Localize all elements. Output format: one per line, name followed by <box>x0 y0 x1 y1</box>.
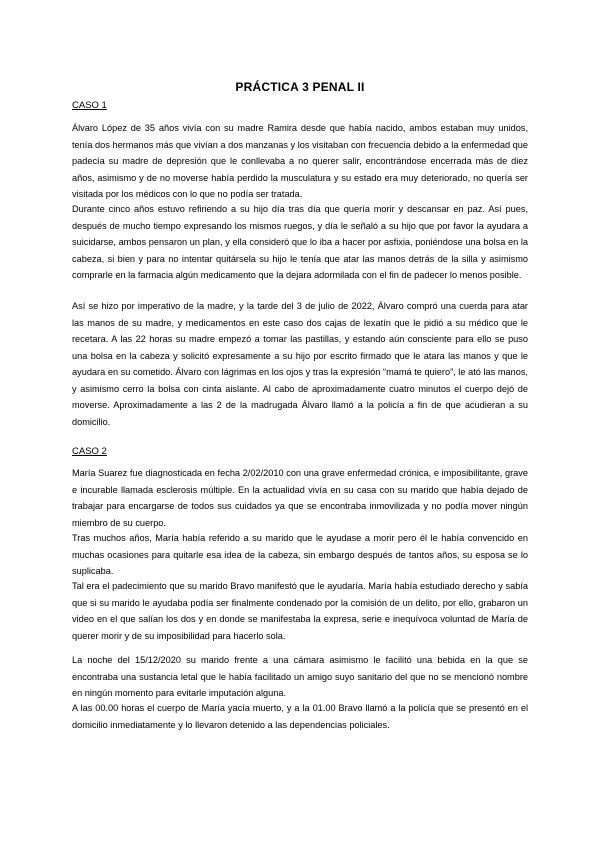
case-1-paragraph-1: Álvaro López de 35 años vivía con su madre Ramira desde que había nacido, ambos estaban muy unidos, tenía dos hermanos más que vivían a dos manzanas y los visitaban con frecuencia debido a la enfermedad que padecía su madre de depresión que le conllevaba a no querer salir, encontrándose encerrada más de diez años, asimismo y de no moverse había perdido la musculatura y su estado era muy deteriorado, no quería ser visitada por los médicos con lo que no podía ser tratada. <box>72 123 528 199</box>
case-2-paragraph-5: A las 00.00 horas el cuerpo de María yacía muerto, y a la 01.00 Bravo llamó a la policía que se presentó en el domicilio inmediatamente y lo llevaron detenido a las dependencias policiales. <box>72 703 528 730</box>
case-1-paragraph-3: Así se hizo por imperativo de la madre, y la tarde del 3 de julio de 2022, Álvaro compró una cuerda para atar las manos de su madre, y medicamentos en este caso dos cajas de lexatín que le pidió a su médico que le recetara. A las 22 horas su madre empezó a tomar las pastillas, y estando aún consciente para ello se puso una bolsa en la cabeza y solicitó expresamente a su hijo por escrito firmado que le atara las manos y que le ayudara en su cometido. Álvaro con lágrimas en los ojos y tras la expresión “mamá te quiero”, le ató las manos, y asimismo cerro la bolsa con cinta aislante. Al cabo de aproximadamente cuatro minutos el cuerpo dejó de moverse. Aproximadamente a las 2 de la madrugada Álvaro llamó a la policía a fin de que acudieran a su domicilio. <box>72 301 528 427</box>
case-2-paragraph-4: La noche del 15/12/2020 su marido frente a una cámara asimismo le facilitó una bebida en la que se encontraba una sustancia letal que le había facilitado un amigo suyo sanitario del que no se mencionó nombre en ningún momento para evitarle imputación alguna. <box>72 655 528 698</box>
case-2-paragraph-3: Tal era el padecimiento que su marido Bravo manifestó que le ayudaría. María había estudiado derecho y sabía que si su marido le ayudaba podía ser finalmente condenado por la comisión de un delito, por ello, grabaron un video en el que salían los dos y en donde se manifestaba la expresa, serie e inequívoca voluntad de María de querer morir y de su imposibilidad para hacerlo sola. <box>72 581 528 641</box>
case-2-paragraph-1: María Suarez fue diagnosticada en fecha 2/02/2010 con una grave enfermedad crónica, e imposibilitante, grave e incurable llamada esclerosis múltiple. En la actualidad vivía en su casa con su marido que había dejado de trabajar para encargarse de todos sus cuidados ya que se encontraba inmovilizada y no podía mover ningún miembro de su cuerpo. <box>72 468 528 528</box>
case-2-heading: CASO 2 <box>72 446 107 457</box>
case-1-paragraph-2: Durante cinco años estuvo refiriendo a su hijo día tras día que quería morir y descansar en paz. Así pues, después de mucho tiempo expresando los mismos ruegos, y día le señaló a su hijo que por favor la ayudara a suicidarse, ambos pensaron un plan, y ella consideró que lo iba a hacer por asfixia, poniéndose una bolsa en la cabeza, si bien y para no intentar quitársela su hijo le tenía que atar las manos detrás de la silla y asimismo comprarle en la farmacia algún medicamento que la dejara adormilada con el fin de padecer lo menos posible. <box>72 204 528 280</box>
case-2-paragraph-2: Tras muchos años, María había referido a su marido que le ayudase a morir pero él le había convencido en muchas ocasiones para quitarle esa idea de la cabeza, sin embargo después de tantos años, su esposa se lo suplicaba. <box>72 533 528 576</box>
document-title: PRÁCTICA 3 PENAL II <box>235 80 365 94</box>
case-1-heading: CASO 1 <box>72 100 107 111</box>
